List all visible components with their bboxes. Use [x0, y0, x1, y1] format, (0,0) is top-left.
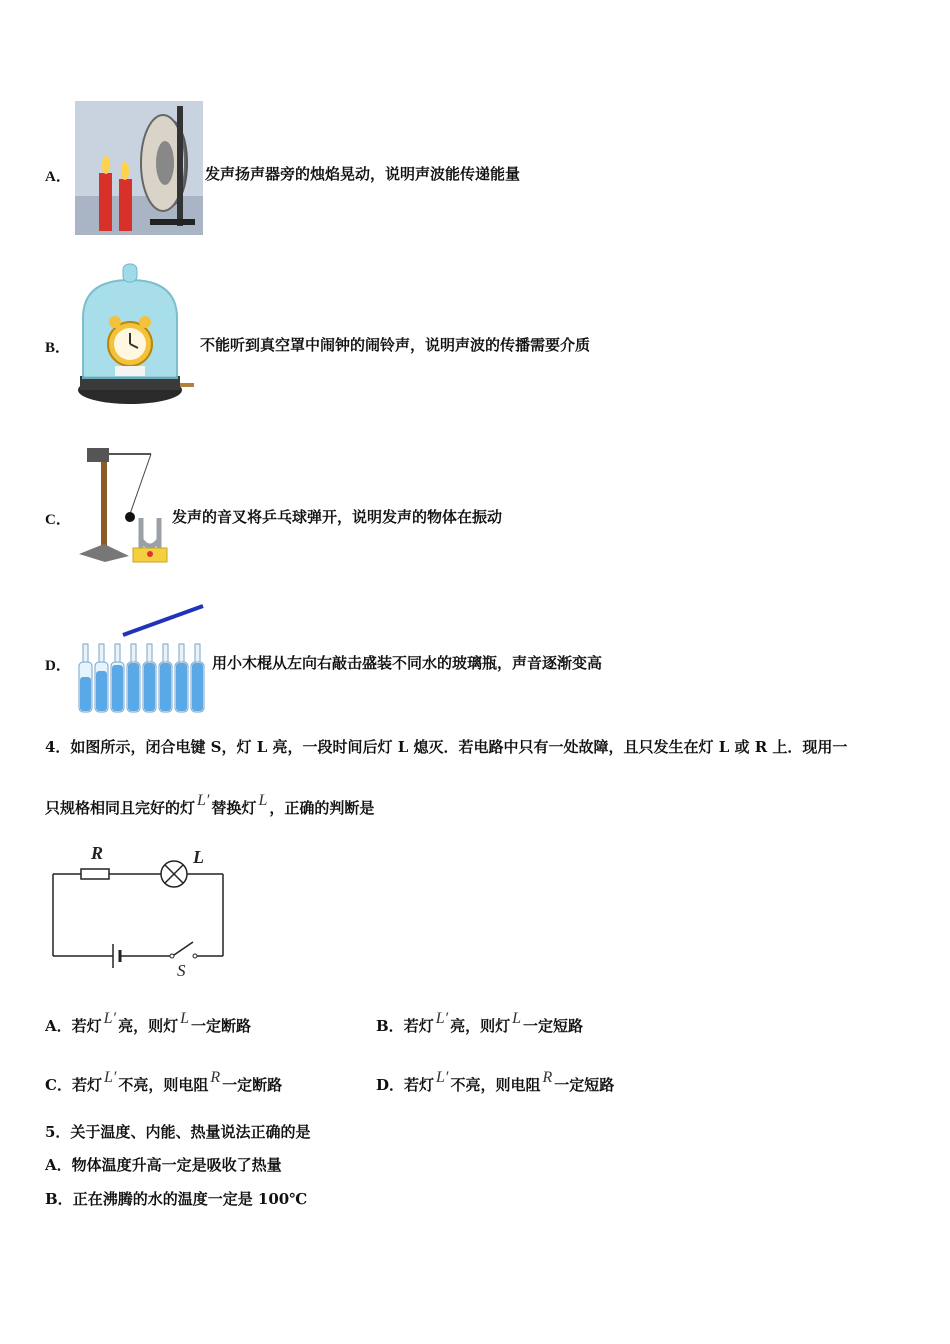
- circuit-r-label: R: [91, 843, 104, 863]
- bottle-neck: [163, 644, 168, 664]
- bottle-neck: [99, 644, 104, 664]
- bottle-neck: [131, 644, 136, 664]
- q5-option-a: A．物体温度升高一定是吸收了热量: [45, 1156, 282, 1174]
- q4-stem-line1: 4．如图所示，闭合电键 S，灯 L 亮，一段时间后灯 L 熄灭．若电路中只有一处故障，且只发生在灯 L 或 R 上．现用一: [45, 738, 848, 756]
- bottle-water: [96, 671, 107, 711]
- bottle-water: [192, 663, 203, 711]
- option-c-text: 发声的音叉将乒乓球弹开，说明发声的物体在振动: [172, 508, 503, 526]
- glass-bottles-image: [75, 602, 210, 716]
- tuning-fork-ball-image: [75, 444, 175, 570]
- circuit-diagram: [45, 842, 245, 982]
- bottle-water: [112, 665, 123, 711]
- bottle-neck: [179, 644, 184, 664]
- bottle-water: [144, 663, 155, 711]
- bottle-neck: [195, 644, 200, 664]
- bottle-water: [80, 677, 91, 711]
- q5-stem: 5．关于温度、内能、热量说法正确的是: [45, 1123, 311, 1141]
- option-a-label: A．: [45, 169, 71, 185]
- q4-option-b: B．若灯 L′ 亮，则灯 L 一定短路: [376, 1010, 584, 1035]
- bottle-neck: [83, 644, 88, 664]
- option-d-text: 用小木棍从左向右敲击盛装不同水的玻璃瓶，声音逐渐变高: [212, 654, 603, 672]
- q4-option-d: D．若灯 L′ 不亮，则电阻 R 一定短路: [376, 1069, 615, 1094]
- option-b-label: B．: [45, 340, 71, 356]
- var-l: L: [258, 792, 268, 809]
- bottle-water: [176, 663, 187, 711]
- bottle-water: [160, 663, 171, 711]
- q4-option-c: C．若灯 L′ 不亮，则电阻 R 一定断路: [45, 1069, 283, 1094]
- q4-option-a: A．若灯 L′ 亮，则灯 L 一定断路: [45, 1010, 251, 1035]
- var-l-prime: L′: [197, 792, 210, 809]
- circuit-l-label: L: [193, 847, 204, 867]
- bottle-neck: [147, 644, 152, 664]
- q5-option-b: B．正在沸腾的水的温度一定是 100℃: [45, 1190, 308, 1208]
- bottle-water: [128, 663, 139, 711]
- option-a-text: 发声扬声器旁的烛焰晃动，说明声波能传递能量: [205, 165, 521, 183]
- option-b-text: 不能听到真空罩中闹钟的闹铃声，说明声波的传播需要介质: [200, 336, 591, 354]
- option-d-label: D．: [45, 658, 71, 674]
- option-c-label: C．: [45, 512, 71, 528]
- bell-jar-clock-image: [75, 258, 200, 410]
- q4-stem-line2: 只规格相同且完好的灯 L′ 替换灯 L ，正确的判断是: [45, 792, 375, 817]
- bottle-neck: [115, 644, 120, 664]
- speaker-candle-image: [75, 101, 203, 235]
- circuit-s-label: S: [177, 961, 186, 980]
